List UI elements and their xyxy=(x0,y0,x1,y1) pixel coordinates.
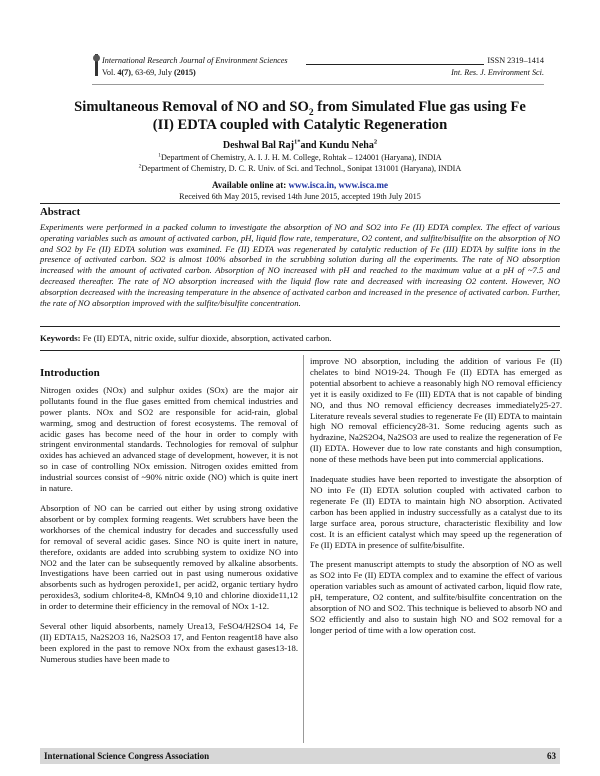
keywords: Keywords: Fe (II) EDTA, nitric oxide, sulfur dioxide, absorption, activated carbon. xyxy=(40,333,332,343)
affiliations: $^1$Department of Chemistry, A. I. J. H. M. College, Rohtak – 124001 (Haryana), INDIA $^2$Department of Chemistry, D. C. R. Univ. of Sci. and Technol., Sonipat 131001 (Haryana), INDIA xyxy=(138,152,462,173)
paper-title: Simultaneous Removal of NO and $SO_2$ from Simulated Flue gas using Fe (II) EDTA coupled with Catalytic Regeneration xyxy=(74,99,526,133)
author-list: Deshwal Bal Raj$^{1*}$and Kundu Neha$^2$ xyxy=(222,138,378,151)
column-separator xyxy=(303,355,304,743)
abstract-bottom-rule xyxy=(40,326,560,327)
keywords-rule xyxy=(40,350,560,351)
paragraph: Nitrogen oxides (NOx) and sulphur oxides (SOx) are the major air pollutants found in the flue gases emitted from chemical industries and power plants. NOx and SO2 are responsible for acid-rain, global warming, smog and destruction of forest ecosystems. The removal of acidic gases has become need of the hour in order to comply with stringent environmental standards. Technologies for removal of sulphur oxides has achieved an advanced stage of development, however, it is not so in case of controlling NOx emission. Nitrogen oxides emitted from industrial sources consist of ~90% nitric oxide (NO) which is quite inert in nature. xyxy=(40,384,298,494)
paragraph: Absorption of NO can be carried out either by using strong oxidative absorbent or by complex forming reagents. Wet scrubbers have been the workhorses of the chemical industry for decades and successfully used for removal of several acidic gases. Since NO is quite inert in nature, therefore, oxidants are added into scrubbing system to oxidize NO into NO2 and the later can be subsequently removed by alkaline absorbents. Investigations have been carried out in past using numerous oxidative absorbents such as hydrogen peroxide1, per acid2, organic tertiary hydro peroxides3, sodium chlorite4-8, KMnO4 9,10 and chlorine dioxide11,12 in order to determine their efficiency in the removal of NOx 1-12. xyxy=(40,502,298,612)
journal-url-link[interactable]: www.isca.in, www.isca.me xyxy=(288,180,389,190)
paragraph: improve NO absorption, including the addition of various Fe (II) chelates to bind NO19-24. Though Fe (II) EDTA has emerged as potential absorbent to achieve a reasonably high NO removal efficiency yet it is easily oxidized to Fe (III) EDTA that is not capable of binding NO, and thus NO removal efficiency decreases immediately25-27. Literature reveals several studies to regenerate Fe (II) EDTA to maintain high NO removal efficiency28-31. Some reducing agents such as hydrazine, Na2S2O4, Na2SO3 are used to realize the regeneration of Fe (II) EDTA. However due to low rate constants and high consumption, none of these methods have been put into commercial applications. xyxy=(310,356,562,465)
abstract-heading: Abstract xyxy=(40,206,81,218)
journal-short-name: Int. Res. J. Environment Sci. xyxy=(451,68,544,77)
paragraph: Several other liquid absorbents, namely Urea13, FeSO4/H2SO4 14, Fe (II) EDTA15, Na2S2O3 16, Na2SO3 17, and Fenton reagent18 have also been explored in the past to remove NOx from the exhaust gases13-18. Numerous studies have been made to xyxy=(40,621,298,664)
volume-info: Vol. 4(7), 63-69, July (2015) xyxy=(102,68,196,77)
header-rule xyxy=(306,64,484,65)
availability-line: Available online at: www.isca.in, www.isca.me xyxy=(211,180,389,190)
page-number: 63 xyxy=(547,751,556,761)
header-separator xyxy=(92,84,544,85)
received-dates: Received 6th May 2015, revised 14th June 2015, accepted 19th July 2015 xyxy=(179,192,421,201)
abstract-top-rule xyxy=(40,203,560,204)
footer-organization: International Science Congress Association xyxy=(44,751,210,761)
abstract-text: Experiments were performed in a packed column to investigate the absorption of NO and SO2 into Fe (II) EDTA complex. The effect of various operating variables such as amount of activated carbon, pH, liquid flow rate, temperature, O2 content, and sulfite/bisulfite on the absorption of NO and SO2 by Fe (II) EDTA solution was examined. Fe (II) EDTA was regenerated by catalytic reduction of Fe (III) EDTA by sulfite ions in the presence of activated carbon. SO2 is almost 100% absorbed in the scrubbing solution during all the experiments. The rate of NO absorption increased with the amount of activated carbon. Absorption of NO increased with pH and reached to the maximum value at a pH of ~7.5 and decreased thereafter. The rate of NO absorption increased with the liquid flow rate and decreased with increasing O2 content. However, NO absorption decreased with the increasing temperature in the absence of activated carbon and increased in the presence of activated carbon. Further, the rate of NO absorption improved with the sulfite/bisulfite concentration. xyxy=(40,222,560,308)
page-footer xyxy=(40,748,560,764)
left-column xyxy=(40,360,298,674)
issn: ISSN 2319–1414 xyxy=(487,56,544,65)
journal-name: International Research Journal of Environment Sciences xyxy=(102,56,288,65)
paragraph: The present manuscript attempts to study the absorption of NO as well as SO2 into Fe (II) EDTA complex and to examine the effect of various operation variables such as amount of activated carbon, liquid flow rate, pH, temperature, O2 content, and sulfite/bisulfite concentration on the absorption of NO and SO2. This technique is believed to absorb NO and SO2 efficiently and also to sustain high NO and SO2 removal for a longer period of time with a low operation cost. xyxy=(310,559,562,635)
paragraph: Inadequate studies have been reported to investigate the absorption of NO into Fe (II) EDTA solution coupled with activated carbon to regenerate Fe (II) EDTA to maintain high NO absorption. Activated carbon has been applied in industry successfully as a catalyst due to its large surface area, porous structure, characteristic flexibility and low cost. It is an efficient catalyst which may speed up the regeneration of Fe (II) EDTA in presence of sulfite/bisulfite. xyxy=(310,474,562,550)
section-heading-introduction: Introduction xyxy=(40,367,100,379)
right-column xyxy=(310,356,562,645)
